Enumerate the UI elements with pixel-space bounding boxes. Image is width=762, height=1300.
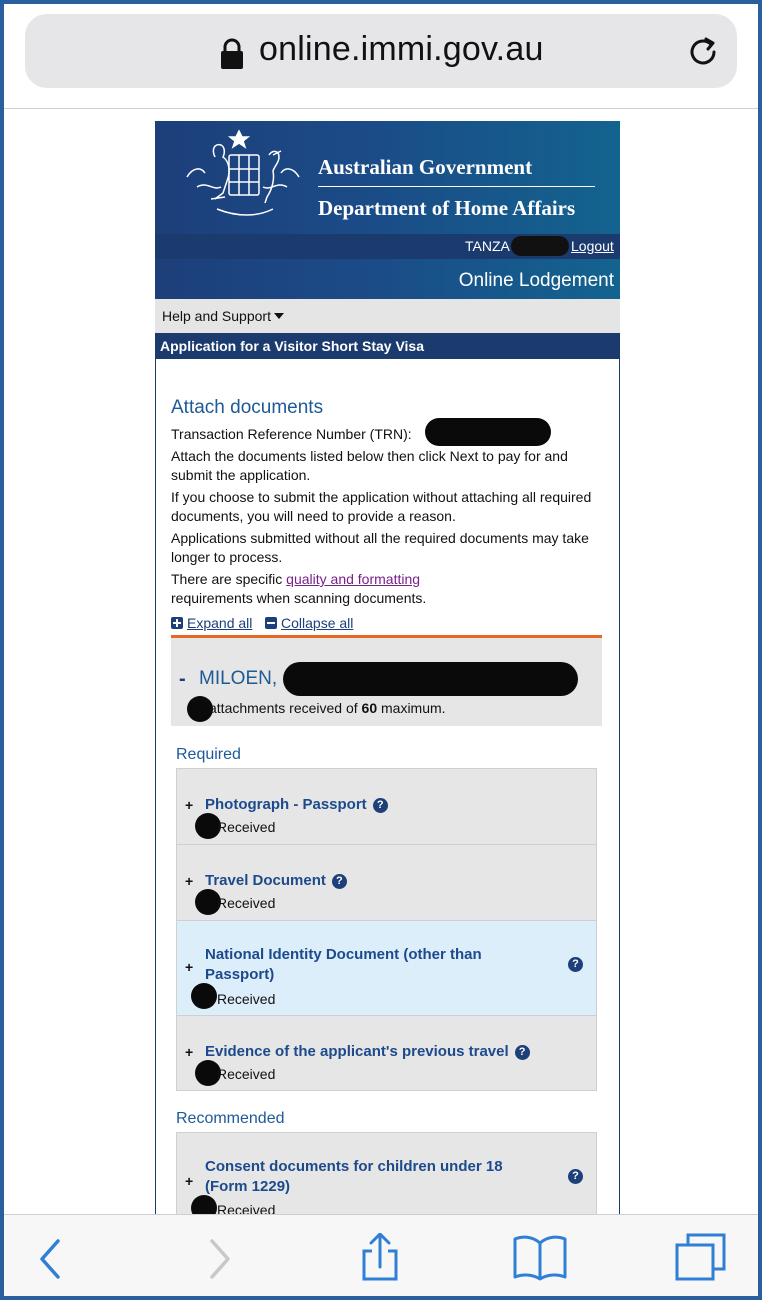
plus-square-icon bbox=[171, 617, 183, 629]
document-title[interactable] bbox=[205, 871, 347, 891]
help-icon[interactable]: ? bbox=[332, 874, 347, 889]
document-row[interactable] bbox=[176, 1132, 597, 1214]
document-row[interactable] bbox=[176, 920, 597, 1016]
help-bar bbox=[155, 299, 620, 333]
expand-all-link[interactable] bbox=[171, 615, 252, 631]
back-icon[interactable] bbox=[28, 1233, 76, 1281]
expand-icon[interactable]: + bbox=[185, 959, 194, 975]
portal-name: Online Lodgement bbox=[458, 270, 614, 291]
instruction-3: Applications submitted without all the required documents may take longer to process. bbox=[171, 530, 589, 565]
gov-title: Australian Government bbox=[318, 155, 533, 179]
tabs-icon[interactable] bbox=[674, 1233, 728, 1281]
help-icon[interactable]: ? bbox=[568, 957, 583, 972]
instruction-4-rest: requirements when scanning documents. bbox=[171, 590, 427, 606]
instruction-4 bbox=[171, 570, 601, 608]
expand-icon[interactable]: + bbox=[185, 1173, 194, 1189]
quality-formatting-link[interactable]: quality and formatting bbox=[286, 571, 421, 587]
gov-header bbox=[155, 121, 620, 299]
applicant-panel[interactable] bbox=[171, 635, 602, 726]
header-divider bbox=[318, 186, 595, 187]
applicant-name: MILOEN, bbox=[199, 668, 278, 689]
help-label: Help and Support bbox=[162, 308, 271, 324]
application-title-bar bbox=[155, 333, 620, 359]
instruction-4-text: There are specific bbox=[171, 571, 283, 587]
url-text[interactable]: online.immi.gov.au bbox=[259, 30, 544, 68]
recommended-label: Recommended bbox=[176, 1110, 285, 1127]
document-title[interactable]: National Identity Document (other than Passport) bbox=[205, 946, 482, 983]
collapse-all-link[interactable] bbox=[265, 615, 353, 631]
address-bar[interactable] bbox=[25, 14, 737, 88]
logout-link[interactable]: Logout bbox=[571, 238, 614, 254]
attach-prefix: attachments received of bbox=[209, 700, 358, 716]
instruction-1: Attach the documents listed below then click Next to pay for and submit the application. bbox=[171, 448, 568, 483]
user-name: TANZA bbox=[465, 238, 510, 254]
share-icon[interactable] bbox=[356, 1233, 404, 1281]
help-icon[interactable]: ? bbox=[515, 1045, 530, 1060]
document-status: Received bbox=[217, 1202, 276, 1214]
forward-icon[interactable] bbox=[194, 1233, 242, 1281]
caret-down-icon bbox=[274, 313, 284, 319]
redaction bbox=[191, 1195, 217, 1214]
document-row[interactable] bbox=[176, 768, 597, 845]
document-title[interactable] bbox=[205, 1042, 530, 1062]
redaction bbox=[191, 983, 217, 1009]
department-title: Department of Home Affairs bbox=[318, 196, 576, 220]
attach-max: 60 bbox=[361, 700, 378, 716]
expand-icon[interactable]: + bbox=[185, 1044, 194, 1060]
expand-icon[interactable]: + bbox=[185, 873, 194, 889]
expand-all-label: Expand all bbox=[187, 615, 253, 631]
document-row[interactable] bbox=[176, 1015, 597, 1091]
document-title-text: Evidence of the applicant's previous travel bbox=[205, 1043, 509, 1060]
minus-square-icon bbox=[265, 617, 277, 629]
reload-icon[interactable] bbox=[685, 34, 721, 70]
coat-of-arms-logo bbox=[177, 127, 307, 227]
page-heading: Attach documents bbox=[171, 397, 324, 418]
help-and-support-menu[interactable] bbox=[162, 308, 284, 324]
trn-label: Transaction Reference Number (TRN): bbox=[171, 426, 412, 442]
redaction bbox=[425, 418, 551, 446]
browser-toolbar bbox=[4, 1214, 758, 1297]
document-title[interactable] bbox=[205, 795, 388, 815]
document-row[interactable] bbox=[176, 844, 597, 921]
document-status: Received bbox=[217, 895, 276, 911]
document-status: Received bbox=[217, 1066, 276, 1082]
lock-icon bbox=[219, 38, 245, 70]
document-status: Received bbox=[217, 991, 276, 1007]
redaction bbox=[283, 662, 578, 696]
attachment-count bbox=[209, 700, 446, 716]
required-label: Required bbox=[176, 746, 241, 763]
bookmarks-icon[interactable] bbox=[512, 1233, 568, 1281]
document-title[interactable]: Consent documents for children under 18 (Form 1229) bbox=[205, 1158, 503, 1195]
web-page bbox=[155, 121, 620, 1214]
user-bar bbox=[155, 234, 620, 259]
document-title-text: Travel Document bbox=[205, 872, 326, 889]
attach-suffix: maximum. bbox=[381, 700, 446, 716]
collapse-all-label: Collapse all bbox=[281, 615, 354, 631]
browser-top-bar bbox=[4, 4, 758, 109]
collapse-icon[interactable]: - bbox=[179, 668, 186, 690]
document-title-text: Photograph - Passport bbox=[205, 796, 367, 813]
redaction bbox=[511, 236, 569, 256]
instruction-2: If you choose to submit the application without attaching all required documents, you will need to provide a reason. bbox=[171, 489, 592, 524]
help-icon[interactable]: ? bbox=[568, 1169, 583, 1184]
expand-icon[interactable]: + bbox=[185, 797, 194, 813]
application-title: Application for a Visitor Short Stay Visa bbox=[160, 338, 424, 354]
help-icon[interactable]: ? bbox=[373, 798, 388, 813]
document-status: Received bbox=[217, 819, 276, 835]
